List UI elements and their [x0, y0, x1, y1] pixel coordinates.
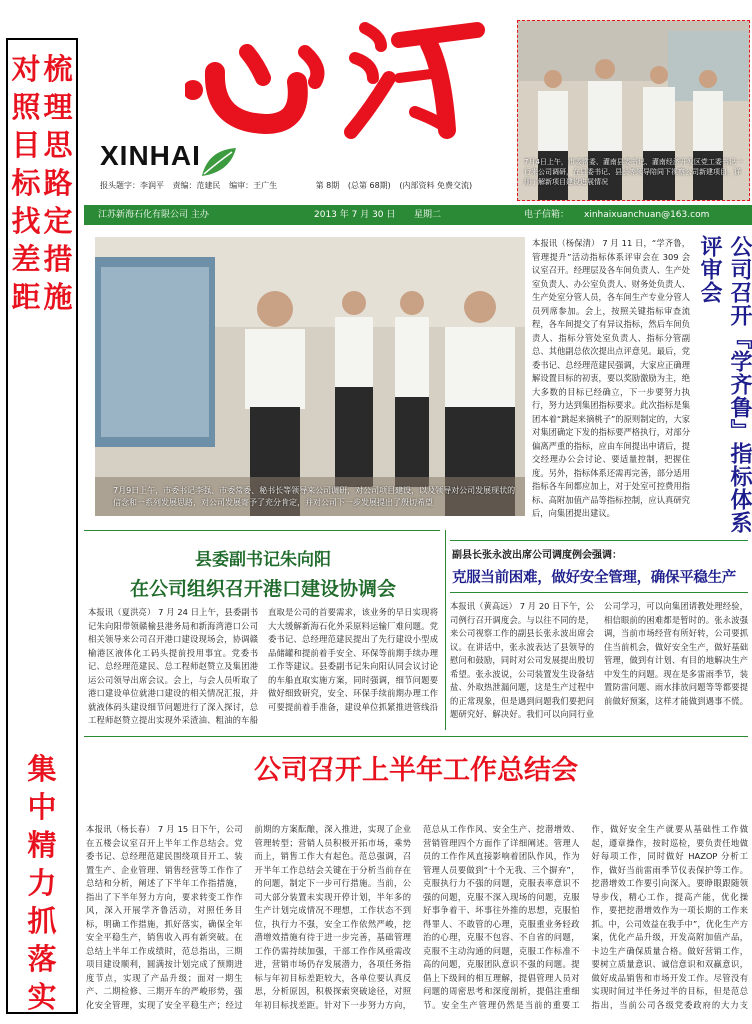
story-mid-body: 本报讯（黄高远） 7 月 20 日下午，公司例行召开调度会。与以往不同的是，来公司视察工作的副县长张永波出席会议。在讲话中，张永波表达了县领导的慰问和鼓励，同时对公司发展提出殷切希望。张永波说，公司装置发生设备结盐、外取热泄漏问题，这是生产过程中的正常现象，但是遇到问题我们要把问题研究好、解决好。我们可以向同行业公司学习，可以向集团请教处理经验，相信眼前的困难都是暂时的。张永波强调，当前市场经营有所好转，公司要抓住当前机会，做好安全生产，做好基础管理，做到有计划、有目的地解决生产中发生的问题。现在是多雷雨季节，装置防雷问题、雨水排放问题等等都要提前做好预案，这样才能做到遇事不慌。: [450, 601, 748, 719]
story-mid-kicker: 副县长张永波出席公司调度例会强调：: [452, 550, 622, 561]
email-address: xinhaixuanchuan@163.com: [584, 210, 710, 220]
email-label: 电子信箱：: [524, 210, 570, 220]
divider-vertical-mid: [445, 530, 446, 730]
main-photo: [95, 237, 525, 516]
story-mid-headline: 克服当前困难，做好安全管理，确保平稳生产: [452, 570, 736, 586]
story-right-headline-text: 公司召开『学齐鲁』指标体系评审会: [697, 235, 752, 534]
divider-left-top: [84, 530, 440, 531]
issue-weekday: 星期二: [414, 210, 442, 220]
dateline-band: [84, 205, 752, 225]
credit-reviewer: 编审：王广生: [229, 181, 278, 190]
story-left-body: 本报讯（夏洪亮） 7 月 24 日上午，县委副书记朱向阳带领赣榆县港务局和新海湾港口公司相关领导来公司召开港口建设现场会，协调赣榆港区液体化工码头提前投用事宜。党委书记、总经理范建民、总工程师赵赞立及集团港运公司领导出席会议。会上，与会人员听取了港口建设单位就港口建设的相关情况汇报，并就液体码头建设细节问题进行了深入探讨，总工程师赵赞立提出实现外采渣油、粗油的车船直取是公司的首要需求，该业务的早日实现将大大缓解新海石化外采原料运输厂难问题。党委书记、总经理范建民提出了先行建设小型成品储罐和提前着手安全、环保等前期手续办理工作等建议。县委副书记朱向阳认同会议讨论的车船直取实施方案，同时强调，细节问题要做好细致研究，安全、环保手续前期办理工作可要提前着手准备，建设单位抓紧推进管线沿: [88, 607, 438, 725]
masthead-credits: [100, 180, 510, 196]
issue-date: 2013 年 7 月 30 日: [314, 210, 396, 220]
issue-number: 第 8期: [315, 181, 340, 190]
story-left-kicker: 县委副书记朱向阳: [195, 550, 331, 570]
divider-mid-top: [450, 540, 748, 541]
brand-name: XINHAI: [100, 140, 201, 171]
story-right-headline: [697, 235, 752, 535]
main-photo-image: [95, 237, 525, 516]
slogan-right-column: 梳理思路定措施: [43, 52, 73, 314]
credit-title-calligraphy: 报头题字：李润平: [100, 181, 164, 190]
publisher: 江苏新海石化有限公司 主办: [98, 210, 209, 220]
story-right-body: 本报讯（杨保清） 7 月 11 日，“学齐鲁，管理提升”活动指标体系评审会在 309 会议室召开。经理层及各车间负责人、生产处室负责人、办公室负责人、财务处负责人、生产处室分管人员，各车间生产专业分管人员列席参加。会上，按照关键指标审查流程，各车间提交了有异议指标，然后车间负责人、指标分管处室负责人、指标分管副总、其他副总依次提出点评意见。最后，党委书记、总经理范建民强调，大家应正确理解设置目标的初衷，要以奖励激励为主，绝大多数的目标已经确立，下一步要努力执行，努力达到集团指标要求。此次指标是集团本着“跳起来摘桃子”的原则制定的，大家对集团确定下发的指标要严格执行，对部分偏离严重的指标，应由车间提出申请后，提交经理办公会讨论、要适量控制，把握住度。另外，指标体系还需再完善，部分适用指标各车间都应加上，对于处室可控费用指标、高附加值产品等指标控制，应认真研究后，向集团提出建议。: [532, 238, 690, 518]
credit-editor: 责编：范建民: [172, 181, 221, 190]
main-photo-caption: 7月9日上午，市委书记李强、市委常委、秘书长等领导来公司调研，对公司项目建设，以及领导对公司发展现状的信念和一系列发展思路，对公司发展寄予了充分肯定，并对公司下一步发展提出了殷切希望: [113, 486, 516, 507]
issue-total: (总第 68期): [347, 181, 391, 190]
slogan-left-column: 对照目标找差距: [11, 52, 41, 314]
corner-photo-caption: 7月4日上午，市委常委、灌南县委书记、灌南经济开发区党工委书记一行来公司调研，在县委书记、县长等领导陪同下视察公司新建项目，详细了解新项目建设进展情况: [524, 158, 743, 186]
slogan-box: [6, 38, 78, 1014]
divider-mid-head: [450, 592, 748, 593]
issue-note: (内部资料 免费交流): [399, 181, 473, 190]
leaf-icon: [200, 144, 240, 180]
story-bottom-headline: 公司召开上半年工作总结会: [254, 755, 578, 786]
story-bottom-body: 本报讯（杨长春） 7 月 15 日下午，公司在五楼会议室召开上半年工作总结会。党委书记、总经理范建民围绕项目开工、装置生产、企业管理、销售经营等工作作了总结和分析，阐述了下半年工作指措施，指出了下半年努力方向，要求转变工作作风，深入开展学齐鲁活动，对照任务目标，明确工作措施，抓好落实，确保全年安全平稳生产，销售收入再有新突破。在总结上半年工作成绩时，范总指出，三期项目建设顺利，圆满按计划完成了预期进度节点，实现了产品升级；面对一期生产、二期检修、三期开车的严峻形势，强化安全管理，实现了安全平稳生产；经过前期的方案酝酿，深入推进，实现了企业管理转型；营销人员积极开拓市场，乘势而上，销售工作大有起色。范总强调，召开半年工作总结会关键在于分析当前存在的问题，制定下一步可行措施。当前，公司大部分装置未实现开停计划，半年多的生产计划完成情况不理想，工作状态不到位，执行力不强，安全工作依然严峻，挖潜增效措施有待于进一步完善，基础管理工作仍需持续加强，干部工作作风亟需改进，营销市场仍存发展潜力，各项任务指标与年初目标差距较大，各单位要认真反思，分析原因，积极探索突破途径，对照年初目标找差距。针对下一步努力方向，范总从工作作风、安全生产、挖潜增效、营销管理四个方面作了详细阐述。管理人员的工作作风直接影响着团队作风，作为管理人员要做到“十个无我、三个摒弃”，克服执行力不强的问题，克服表率意识不强的问题，克服不深入现场的问题，克服好事争着干、坏事往外推的思想，克服怕得罪人、不敢管的心理，克服重业务轻政治的心理，克服不包容、不自省的问题，克服不主动沟通的问题，克服工作标准不高的问题，克服团队意识不强的问题。提倡上下级间的相互理解，提倡管理人员对问题的周密思考和深度剖析，提倡注重细节。安全生产管理仍然是当前的重要工作，做好安全生产就要从基础性工作做起，遵章操作，按时巡检，要负责任地做好每项工作，同时做好 HAZOP 分析工作，做好当前雷雨季节仪表保护等工作。挖潜增效工作要引向深入。要睁眼跟随领导步伐，精心工作，提高产能，优化操作，要把挖潜增效作为一项长期的工作来抓。中，公司效益在我手中”，优化生产方案，优化产品升级，开发高附加值产品，卡边生产确保质量合格。做好营销工作，要树立质量意识、诚信意识和双赢意识，做好成品销售和市场开发工作。尽管没有实现时间过半任务过半的目标，但是范总指出，当前公司各级党委政府的大力支: [86, 824, 748, 1010]
masthead-logo-mark: [185, 12, 485, 144]
corner-photo: [517, 20, 750, 201]
divider-bottom-top: [84, 736, 748, 737]
story-left-headline: 在公司组织召开港口建设协调会: [129, 578, 396, 600]
masthead-logo: [185, 12, 485, 144]
slogan-bottom-column: 集中精力抓落实: [27, 752, 57, 1014]
